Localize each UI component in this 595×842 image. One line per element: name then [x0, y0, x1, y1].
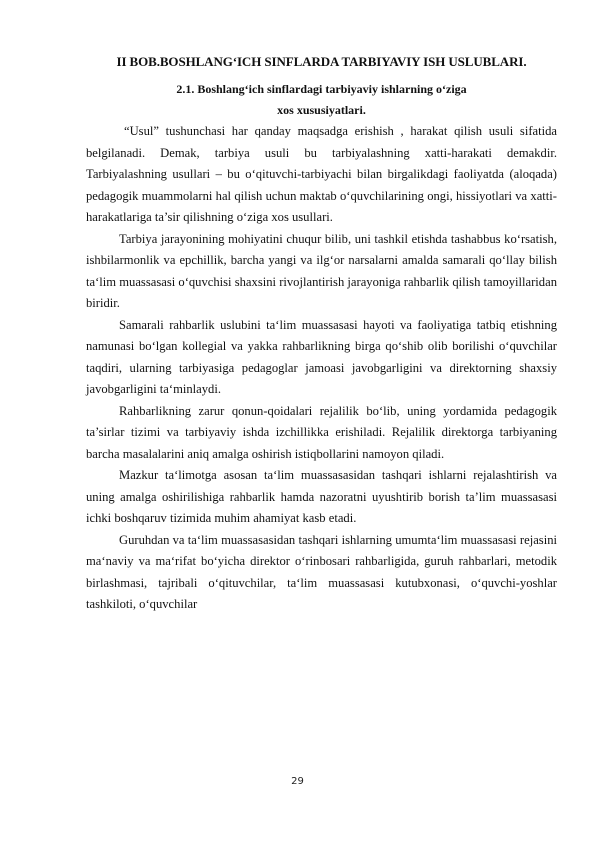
- paragraph-rejalilik: Rahbarlikning zarur qonun-qoidalari rejalilik bo‘lib, uning yordamida pedagogik ta’sirlar tizimi va tarbiyaviy ishda izchillikka erishiladi. Rejalilik direktorga tarbiyaning barcha masalalarini aniq amalga oshirish istiqbollarini namoyon qiladi.: [86, 403, 557, 461]
- chapter-title: II BOB.BOSHLANG‘ICH SINFLARDA TARBIYAVIY ISH USLUBLARI.: [116, 54, 527, 69]
- paragraph-samarali-rahbarlik: Samarali rahbarlik uslubini ta‘lim muassasasi hayoti va faoliyatiga tatbiq etishning namunasi bo‘lgan kollegial va yakka rahbarlikning birga qo‘shib olib borilishi o‘quvchilar taqdiri, ularning tarbiyasiga pedagoglar jamoasi javobgarligini va direktorning shaxsiy javobgarligini ta‘minlaydi.: [86, 317, 557, 396]
- section-title-line-1: 2.1. Boshlang‘ich sinflardagi tarbiyaviy ishlarning o‘ziga: [176, 82, 467, 96]
- paragraph-tarbiya-jarayoni: Tarbiya jarayonining mohiyatini chuqur bilib, uni tashkil etishda tashabbus ko‘rsatish, ishbilarmonlik va epchillik, barcha yangi va ilg‘or narsalarni amalda samarali qo‘llay bilish ta‘lim muassasasi o‘quvchisi shaxsini rivojlantirish jarayoniga rahbarlik qilish tamoyillaridan biridir.: [86, 231, 557, 310]
- paragraph-usul-definition: “Usul” tushunchasi har qanday maqsadga erishish , harakat qilish usuli sifatida belgilanadi. Demak, tarbiya usuli bu tarbiyalashning xatti-harakati demakdir. Tarbiyalashning usullari – bu o‘qituvchi-tarbiyachi bilan birgalikdagi faoliyatda (aloqada) pedagogik muammolarni hal qilish uchun maktab o‘quvchilarining ongi, hissiyotlari va xatti-harakatlariga ta’sir qilishning o‘ziga xos usullari.: [86, 124, 557, 224]
- document-page: [86, 54, 557, 616]
- paragraph-mazkur-talimot: Mazkur ta‘limotga asosan ta‘lim muassasasidan tashqari ishlarni rejalashtirish va uning amalga oshirilishiga rahbarlik hamda nazoratni uyushtirib borish ta’lim muassasasi ichki boshqaruv tizimida muhim ahamiyat kasb etadi.: [86, 468, 557, 525]
- paragraph-guruhdan-tashqari: Guruhdan va ta‘lim muassasasidan tashqari ishlarning umumta‘lim muassasasi rejasini ma‘naviy va ma‘rifat bo‘yicha direktor o‘rinbosari rahbarligida, guruh rahbarlari, metodik birlashmasi, tajribali o‘qituvchilar, ta‘lim muassasasi kutubxonasi, o‘quvchi-yoshlar tashkiloti, o‘quvchilar: [86, 532, 557, 611]
- section-title-line-2: xos xususiyatlari.: [277, 103, 366, 117]
- page-number: 29: [291, 776, 304, 787]
